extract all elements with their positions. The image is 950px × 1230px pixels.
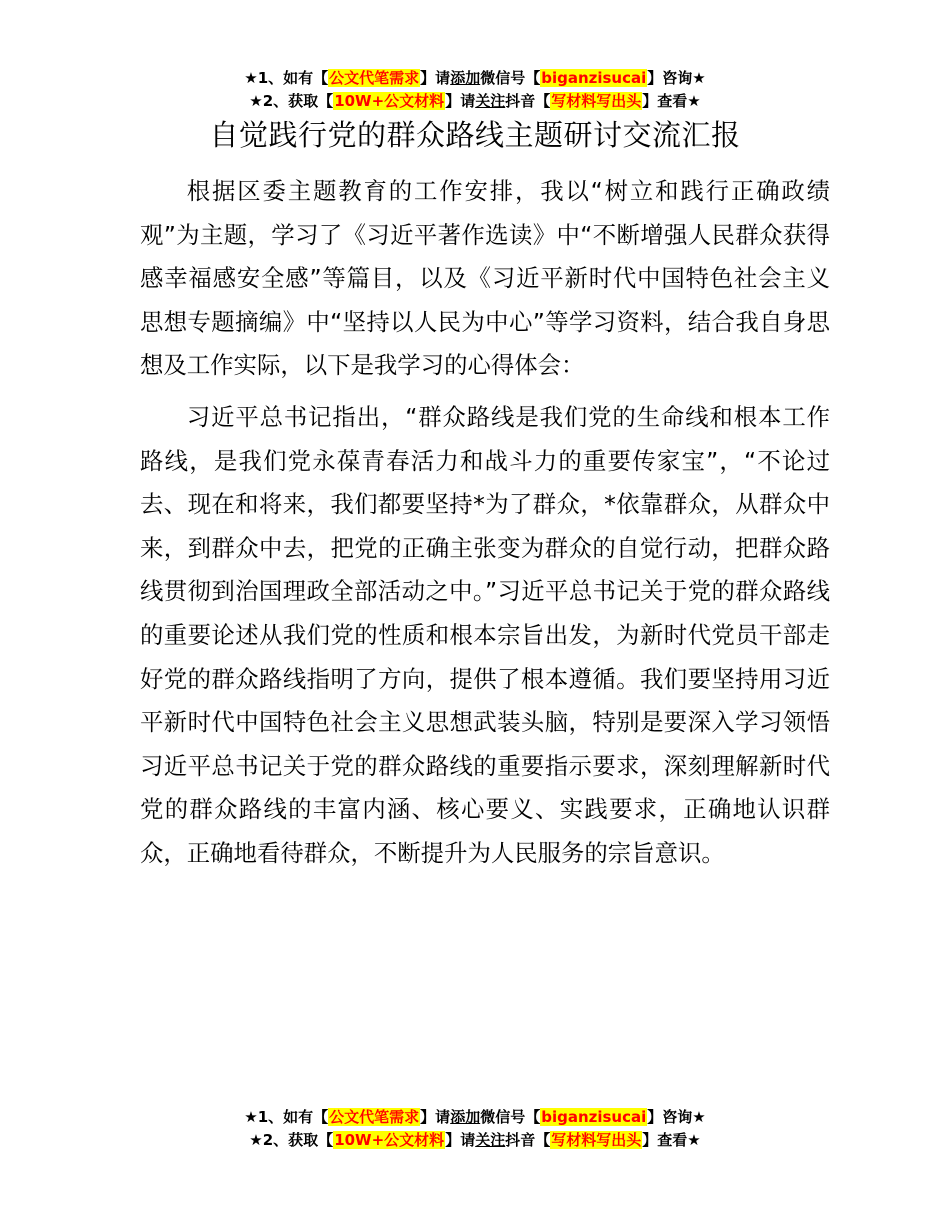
banner-text: 抖音【 [505, 1131, 551, 1149]
header-banner [0, 67, 950, 113]
banner-text: 】请 [445, 92, 476, 110]
document-title: 自觉践行党的群众路线主题研讨交流汇报 [209, 118, 741, 152]
paragraph-intro: 根据区委主题教育的工作安排，我以“树立和践行正确政绩观”为主题，学习了《习近平著作选读》中“不断增强人民群众获得感幸福感安全感”等篇目，以及《习近平新时代中国特色社会主义思想专题摘编》中“坚持以人民为中心”等学习资料，结合我自身思想及工作实际，以下是我学习的心得体会： [140, 177, 830, 380]
banner-text: ★2、获取【 [249, 92, 334, 110]
underlined-text: 添加 [450, 69, 481, 87]
banner-line-1 [0, 1106, 950, 1129]
highlight-wechat-id: biganzisucai [541, 69, 647, 87]
paragraph-main: 习近平总书记指出，“群众路线是我们党的生命线和根本工作路线，是我们党永葆青春活力和战斗力的重要传家宝”，“不论过去、现在和将来，我们都要坚持*为了群众，*依靠群众，从群众中来，到群众中去，把党的正确主张变为群众的自觉行动，把群众路线贯彻到治国理政全部活动之中。”习近平总书记关于党的群众路线的重要论述从我们党的性质和根本宗旨出发，为新时代党员干部走好党的群众路线指明了方向，提供了根本遵循。我们要坚持用习近平新时代中国特色社会主义思想武装头脑，特别是要深入学习领悟习近平总书记关于党的群众路线的重要指示要求，深刻理解新时代党的群众路线的丰富内涵、核心要义、实践要求，正确地认识群众，正确地看待群众，不断提升为人民服务的宗旨意识。 [140, 402, 830, 867]
banner-text: 】咨询★ [647, 69, 706, 87]
highlight-douyin-account: 写材料写出头 [551, 92, 642, 110]
underlined-text: 关注 [475, 1131, 506, 1149]
banner-text: ★1、如有【 [244, 1108, 329, 1126]
highlight-materials: 10W+公文材料 [334, 92, 445, 110]
banner-text: 】查看★ [642, 1131, 701, 1149]
banner-text: 抖音【 [505, 92, 551, 110]
highlight-service: 公文代笔需求 [329, 69, 420, 87]
banner-text: 】请 [445, 1131, 476, 1149]
highlight-douyin-account: 写材料写出头 [551, 1131, 642, 1149]
banner-line-2 [0, 1129, 950, 1152]
banner-text: 】请 [420, 1108, 451, 1126]
banner-text: 微信号【 [480, 69, 541, 87]
banner-line-2 [0, 90, 950, 113]
footer-banner [0, 1106, 950, 1152]
highlight-materials: 10W+公文材料 [334, 1131, 445, 1149]
banner-text: 微信号【 [480, 1108, 541, 1126]
banner-text: 】咨询★ [647, 1108, 706, 1126]
document-body [140, 170, 830, 884]
banner-text: 】查看★ [642, 92, 701, 110]
highlight-wechat-id: biganzisucai [541, 1108, 647, 1126]
banner-text: 】请 [420, 69, 451, 87]
underlined-text: 关注 [475, 92, 506, 110]
banner-text: ★2、获取【 [249, 1131, 334, 1149]
underlined-text: 添加 [450, 1108, 481, 1126]
banner-line-1 [0, 67, 950, 90]
banner-text: ★1、如有【 [244, 69, 329, 87]
highlight-service: 公文代笔需求 [329, 1108, 420, 1126]
